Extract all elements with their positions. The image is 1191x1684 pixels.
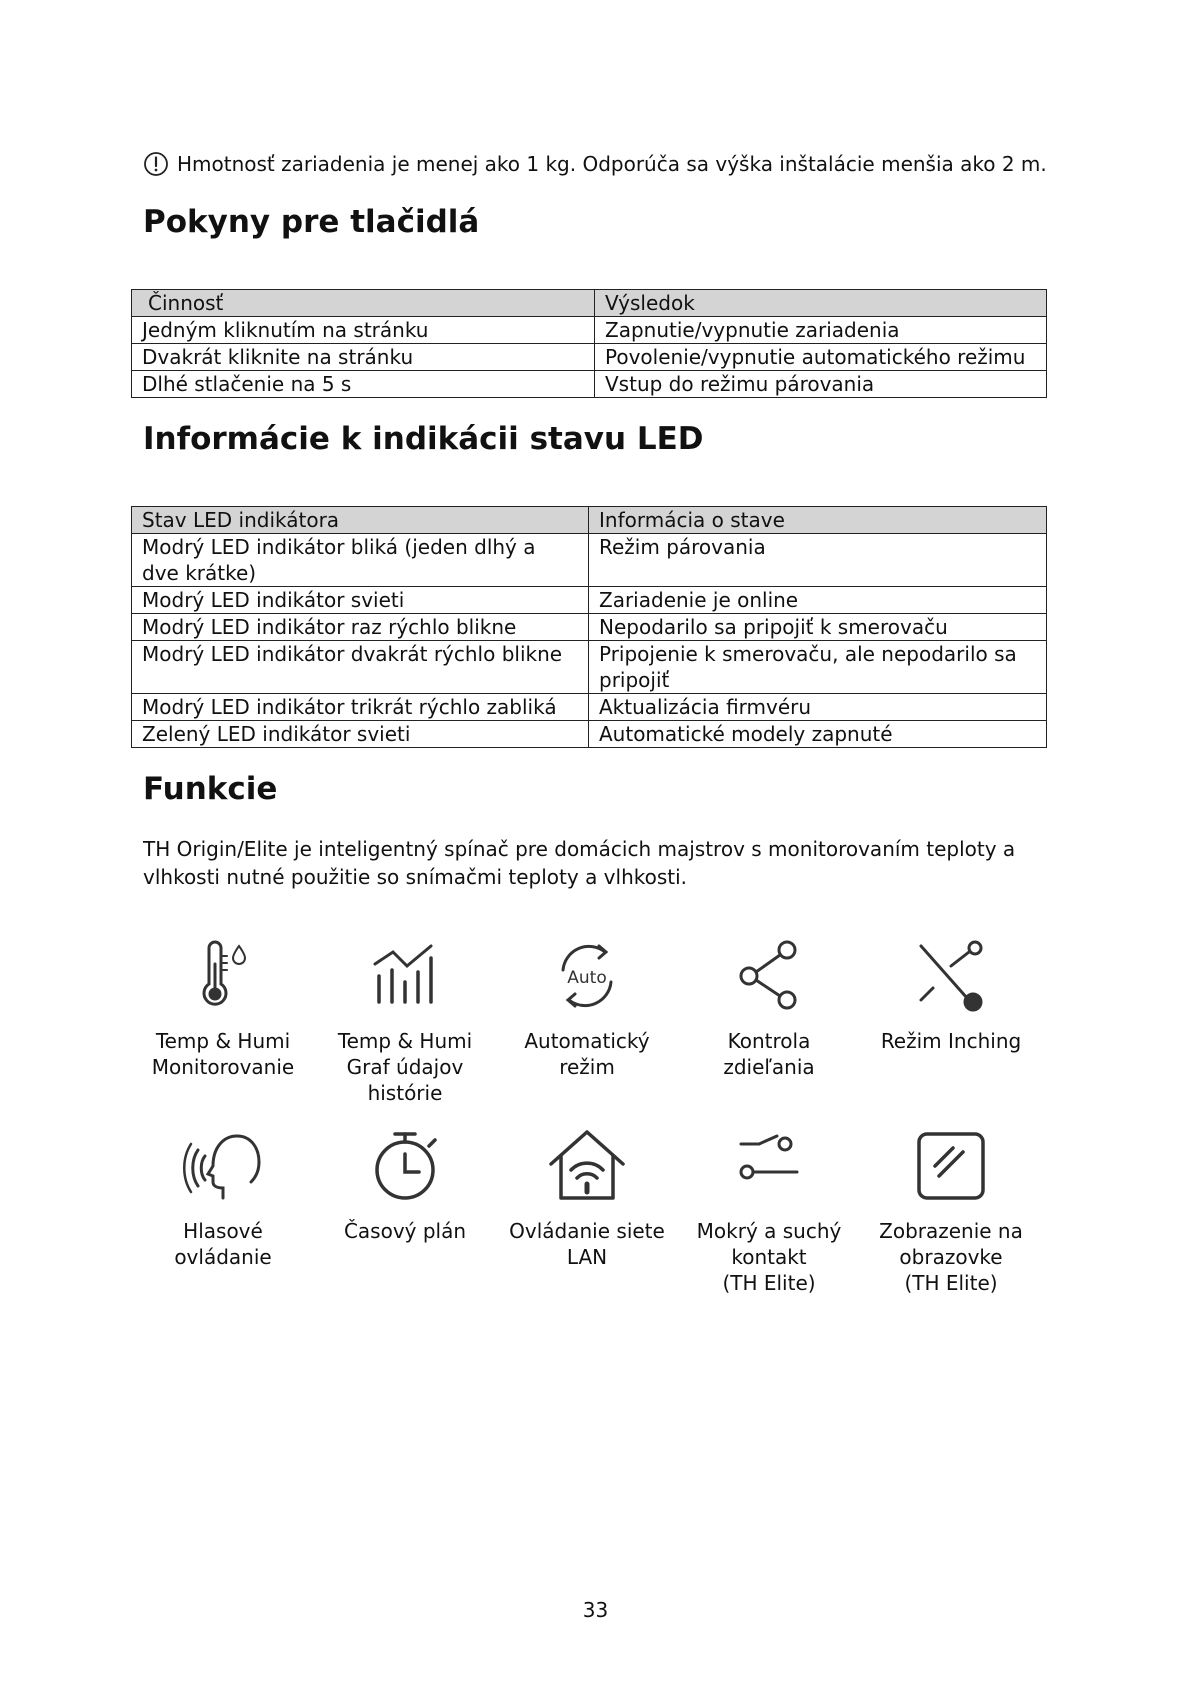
display-screen-icon [911,1126,991,1206]
led-state-cell: Modrý LED indikátor dvakrát rýchlo blikne [132,641,589,694]
feature-share-control [669,936,869,1080]
led-state-cell: Modrý LED indikátor svieti [132,587,589,614]
table-row [132,371,1047,398]
feature-history-chart [305,936,505,1106]
note-text: Hmotnosť zariadenia je menej ako 1 kg. Odporúča sa výška inštalácie menšia ako 2 m. [177,152,1047,176]
column-header-state-info: Informácia o stave [589,507,1047,534]
action-cell: Dlhé stlačenie na 5 s [132,371,595,398]
feature-label: Režim Inching [880,1029,1022,1053]
feature-lan-control [487,1126,687,1270]
feature-label: Časový plán [343,1219,467,1243]
state-info-cell: Nepodarilo sa pripojiť k smerovaču [589,614,1047,641]
state-info-cell: Zariadenie je online [589,587,1047,614]
led-state-cell: Modrý LED indikátor raz rýchlo blikne [132,614,589,641]
state-info-cell: Režim párovania [589,534,1047,587]
feature-label: Mokrý a suchý kontakt (TH Elite) [696,1219,842,1295]
led-table [131,506,1047,748]
features-heading: Funkcie [143,771,278,807]
state-info-cell: Aktualizácia firmvéru [589,694,1047,721]
voice-head-icon [183,1126,263,1206]
table-row [132,641,1047,694]
table-row [132,694,1047,721]
table-row [132,721,1047,748]
dry-contact-switch-icon [729,1126,809,1206]
thermometer-drop-icon [183,936,263,1016]
buttons-table [131,289,1047,398]
column-header-action: Činnosť [132,290,595,317]
bar-chart-trend-icon [365,936,445,1016]
feature-dry-contact [669,1126,869,1296]
led-heading: Informácie k indikácii stavu LED [143,421,704,457]
feature-schedule [305,1126,505,1244]
led-state-cell: Modrý LED indikátor bliká (jeden dlhý a dve krátke) [132,534,589,587]
inching-switch-icon [911,936,991,1016]
feature-voice-control [123,1126,323,1270]
led-state-cell: Zelený LED indikátor svieti [132,721,589,748]
feature-label: Kontrola zdieľania [723,1029,815,1079]
svg-text:Auto: Auto [567,968,607,988]
table-row [132,587,1047,614]
weight-note [143,147,1073,181]
feature-screen-display [851,1126,1051,1296]
state-info-cell: Automatické modely zapnuté [589,721,1047,748]
action-cell: Dvakrát kliknite na stránku [132,344,595,371]
state-info-cell: Pripojenie k smerovaču, ale nepodarilo sa pripojiť [589,641,1047,694]
buttons-heading: Pokyny pre tlačidlá [143,204,480,240]
feature-label: Zobrazenie na obrazovke (TH Elite) [879,1219,1023,1295]
share-icon [729,936,809,1016]
feature-label: Hlasové ovládanie [174,1219,272,1269]
table-row [132,534,1047,587]
result-cell: Zapnutie/vypnutie zariadenia [595,317,1047,344]
feature-auto-mode [487,936,687,1080]
home-wifi-icon [547,1126,627,1206]
column-header-led-state: Stav LED indikátora [132,507,589,534]
features-description: TH Origin/Elite je inteligentný spínač pre domácich majstrov s monitorovaním teploty a vlhkosti nutné použitie so snímačmi teploty a vlhkosti. [143,837,1016,889]
table-row [132,614,1047,641]
feature-label: Ovládanie siete LAN [509,1219,665,1269]
exclamation-circle-icon [143,151,169,177]
timer-stopwatch-icon [365,1126,445,1206]
table-header-row [132,290,1047,317]
page-number: 33 [582,1598,609,1622]
auto-cycle-icon [547,936,627,1016]
feature-label: Temp & Humi Graf údajov histórie [337,1029,473,1105]
feature-label: Temp & Humi Monitorovanie [151,1029,295,1079]
column-header-result: Výsledok [595,290,1047,317]
table-row [132,344,1047,371]
feature-inching-mode [851,936,1051,1054]
led-state-cell: Modrý LED indikátor trikrát rýchlo zabliká [132,694,589,721]
feature-label: Automatický režim [524,1029,650,1079]
table-row [132,317,1047,344]
action-cell: Jedným kliknutím na stránku [132,317,595,344]
result-cell: Povolenie/vypnutie automatického režimu [595,344,1047,371]
result-cell: Vstup do režimu párovania [595,371,1047,398]
feature-temp-humi-monitoring [123,936,323,1080]
table-header-row [132,507,1047,534]
